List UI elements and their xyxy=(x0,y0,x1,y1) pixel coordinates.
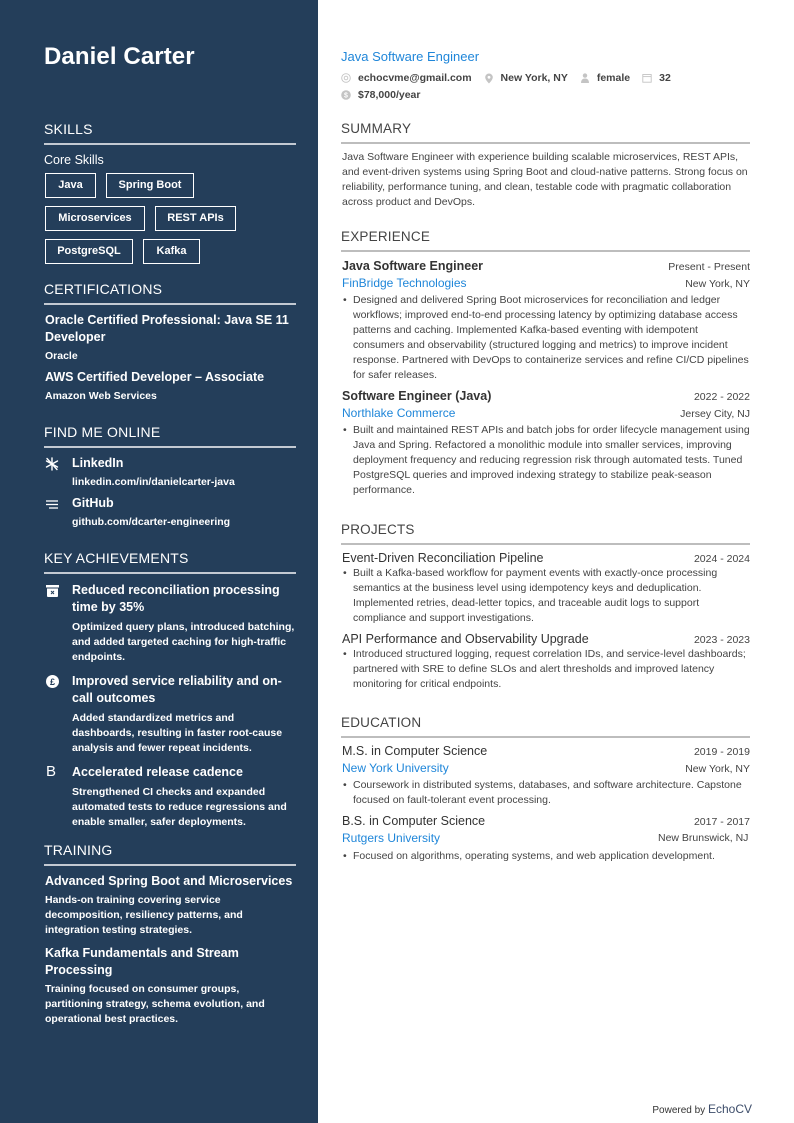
pound-coin-icon xyxy=(44,673,72,756)
achievement-item xyxy=(44,764,296,830)
svg-text:£: £ xyxy=(49,677,56,687)
achievement-description: Optimized query plans, introduced batching, and added targeted caching for high-traffic endpoints. xyxy=(72,621,295,663)
training-item xyxy=(44,945,296,1027)
project-dates: 2024 - 2024 xyxy=(693,553,750,565)
job-role: Java Software Engineer xyxy=(341,49,480,64)
experience-bullets xyxy=(341,293,750,383)
archive-icon xyxy=(44,582,72,665)
training-title: Kafka Fundamentals and Stream Processing xyxy=(45,946,239,977)
education-heading: EDUCATION xyxy=(341,715,750,738)
experience-bullets xyxy=(341,423,750,498)
education-dates: 2017 - 2017 xyxy=(693,816,750,828)
education-bullet: • Coursework in distributed systems, databases, and software architecture. Capstone focused on fault-tolerant event processing. xyxy=(341,778,750,808)
project-bullets xyxy=(341,647,750,692)
education-school[interactable]: New York University xyxy=(342,761,449,775)
project-item xyxy=(341,632,750,692)
education-location: New York, NY xyxy=(685,763,750,775)
github-label: GitHub xyxy=(72,496,114,510)
brand-link[interactable]: EchoCV xyxy=(707,1102,752,1116)
achievement-item xyxy=(44,673,296,756)
summary-section xyxy=(341,121,750,210)
contact-row-1 xyxy=(341,72,671,84)
summary-heading: SUMMARY xyxy=(341,121,750,144)
experience-bullet: • Designed and delivered Spring Boot microservices for reconciliation and ledger workflows; improved end-to-end processing latency by optimizing database access patterns and caching. Implemented Kafka-based eventing with idempotent consumers and observability (structured logging and metrics) to improve incident response. Partnered with DevOps to containerize services and refine CI/CD pipelines for safer releases. xyxy=(341,293,750,383)
core-skills-label: Core Skills xyxy=(44,153,104,167)
skill-chip: Spring Boot xyxy=(106,173,194,198)
experience-location: Jersey City, NJ xyxy=(680,408,750,420)
certification-item xyxy=(44,312,296,362)
skill-chip: Microservices xyxy=(45,206,145,231)
achievement-item xyxy=(44,582,296,665)
skill-chip: Java xyxy=(45,173,96,198)
linkedin-icon xyxy=(44,456,72,488)
projects-heading: PROJECTS xyxy=(341,522,750,545)
experience-location: New York, NY xyxy=(685,278,750,290)
skills-section xyxy=(44,121,296,264)
online-heading: FIND ME ONLINE xyxy=(44,424,296,448)
powered-by-label: Powered by xyxy=(652,1105,706,1116)
github-url[interactable]: github.com/dcarter-engineering xyxy=(72,516,231,528)
training-heading: TRAINING xyxy=(44,842,296,866)
experience-company[interactable]: Northlake Commerce xyxy=(342,406,456,420)
project-dates: 2023 - 2023 xyxy=(693,634,750,646)
education-degree: B.S. in Computer Science xyxy=(342,814,486,828)
linkedin-label: LinkedIn xyxy=(72,456,124,470)
svg-text:$: $ xyxy=(344,92,348,100)
certifications-heading: CERTIFICATIONS xyxy=(44,281,296,305)
email-value[interactable]: echocvme@gmail.com xyxy=(358,72,472,84)
experience-section xyxy=(341,229,750,498)
education-item xyxy=(341,814,750,864)
experience-item xyxy=(341,259,750,383)
salary-value: $78,000/year xyxy=(358,89,421,101)
project-title: API Performance and Observability Upgrade xyxy=(342,632,589,646)
person-icon xyxy=(580,73,590,83)
bold-b-glyph: B xyxy=(46,763,57,780)
projects-section xyxy=(341,522,750,692)
project-title: Event-Driven Reconciliation Pipeline xyxy=(342,551,544,565)
experience-title: Java Software Engineer xyxy=(342,259,484,273)
project-item xyxy=(341,551,750,626)
achievement-title: Improved service reliability and on-call outcomes xyxy=(72,674,282,705)
certification-issuer: Oracle xyxy=(45,350,78,362)
summary-text: Java Software Engineer with experience building scalable microservices, REST APIs, and event-driven systems using Spring Boot and cloud-native patterns. Strong focus on reliability, performance tuning, and clean, testable code with pragmatic collaboration across product and DevOps. xyxy=(342,151,748,208)
skill-chip: Kafka xyxy=(143,239,200,264)
certification-title: Oracle Certified Professional: Java SE 11 Developer xyxy=(45,313,289,344)
calendar-icon xyxy=(642,73,652,83)
sidebar xyxy=(0,0,318,1123)
certification-item xyxy=(44,369,296,402)
salary-coin-icon xyxy=(341,90,351,100)
age-value: 32 xyxy=(659,72,671,84)
online-section xyxy=(44,424,296,528)
training-description: Training focused on consumer groups, partitioning strategy, schema evolution, and operational best practices. xyxy=(45,983,265,1025)
achievements-section xyxy=(44,550,296,830)
certification-title: AWS Certified Developer – Associate xyxy=(45,370,265,384)
footer xyxy=(652,1102,752,1116)
training-description: Hands-on training covering service decomposition, resiliency patterns, and integration testing strategies. xyxy=(45,894,243,936)
online-link-linkedin[interactable] xyxy=(44,456,296,488)
education-section xyxy=(341,715,750,864)
education-location: New Brunswick, NJ xyxy=(658,832,749,844)
candidate-name: Daniel Carter xyxy=(44,43,195,70)
achievement-title: Accelerated release cadence xyxy=(72,765,243,779)
education-dates: 2019 - 2019 xyxy=(693,746,750,758)
education-bullets xyxy=(341,849,750,864)
online-link-github[interactable] xyxy=(44,496,296,528)
contact-row-2 xyxy=(341,89,420,101)
project-bullet: • Introduced structured logging, request correlation IDs, and service-level dashboards; partnered with SRE to define SLOs and alert thresholds and improved latency monitoring for critical endpoints. xyxy=(341,647,750,692)
achievement-description: Added standardized metrics and dashboards, resulting in faster root-cause analysis and fewer repeat incidents. xyxy=(72,712,283,754)
certifications-section xyxy=(44,281,296,402)
education-school[interactable]: Rutgers University xyxy=(342,831,441,845)
linkedin-url[interactable]: linkedin.com/in/danielcarter-java xyxy=(72,476,235,488)
skill-chip: REST APIs xyxy=(155,206,236,231)
education-item xyxy=(341,744,750,808)
skills-heading: SKILLS xyxy=(44,121,296,145)
achievement-description: Strengthened CI checks and expanded automated tests to reduce regressions and enable smaller, safer deployments. xyxy=(72,786,287,828)
achievement-title: Reduced reconciliation processing time by 35% xyxy=(72,583,280,614)
location-value: New York, NY xyxy=(500,72,568,84)
location-pin-icon xyxy=(484,73,494,83)
training-title: Advanced Spring Boot and Microservices xyxy=(45,874,293,888)
experience-dates: 2022 - 2022 xyxy=(693,391,750,403)
training-item xyxy=(44,873,296,938)
experience-company[interactable]: FinBridge Technologies xyxy=(342,276,467,290)
project-bullets xyxy=(341,566,750,626)
gender-value: female xyxy=(596,72,631,84)
training-section xyxy=(44,842,296,1027)
achievements-heading: KEY ACHIEVEMENTS xyxy=(44,550,296,574)
email-icon xyxy=(341,73,351,83)
bold-b-icon xyxy=(44,764,72,830)
experience-item xyxy=(341,389,750,498)
experience-heading: EXPERIENCE xyxy=(341,229,750,252)
skill-chips xyxy=(44,173,296,264)
certification-issuer: Amazon Web Services xyxy=(45,390,157,402)
github-icon xyxy=(44,496,72,528)
experience-dates: Present - Present xyxy=(668,261,750,273)
education-bullet: • Focused on algorithms, operating systems, and web application development. xyxy=(341,849,750,864)
experience-title: Software Engineer (Java) xyxy=(342,389,492,403)
education-degree: M.S. in Computer Science xyxy=(342,744,488,758)
skill-chip: PostgreSQL xyxy=(45,239,133,264)
education-bullets xyxy=(341,778,750,808)
project-bullet: • Built a Kafka-based workflow for payment events with exactly-once processing semantics at the business level using idempotency keys and deduplication. Implemented retries, dead-letter topics, and traceable audit logs to support compliance and support investigations. xyxy=(341,566,750,626)
experience-bullet: • Built and maintained REST APIs and batch jobs for order lifecycle management using Java and Spring. Refactored a monolithic module into smaller services, improving deployment frequency and reducing regression risk through automated tests. Tuned PostgreSQL queries and improved indexing strategy to stabilize peak-season performance. xyxy=(341,423,750,498)
